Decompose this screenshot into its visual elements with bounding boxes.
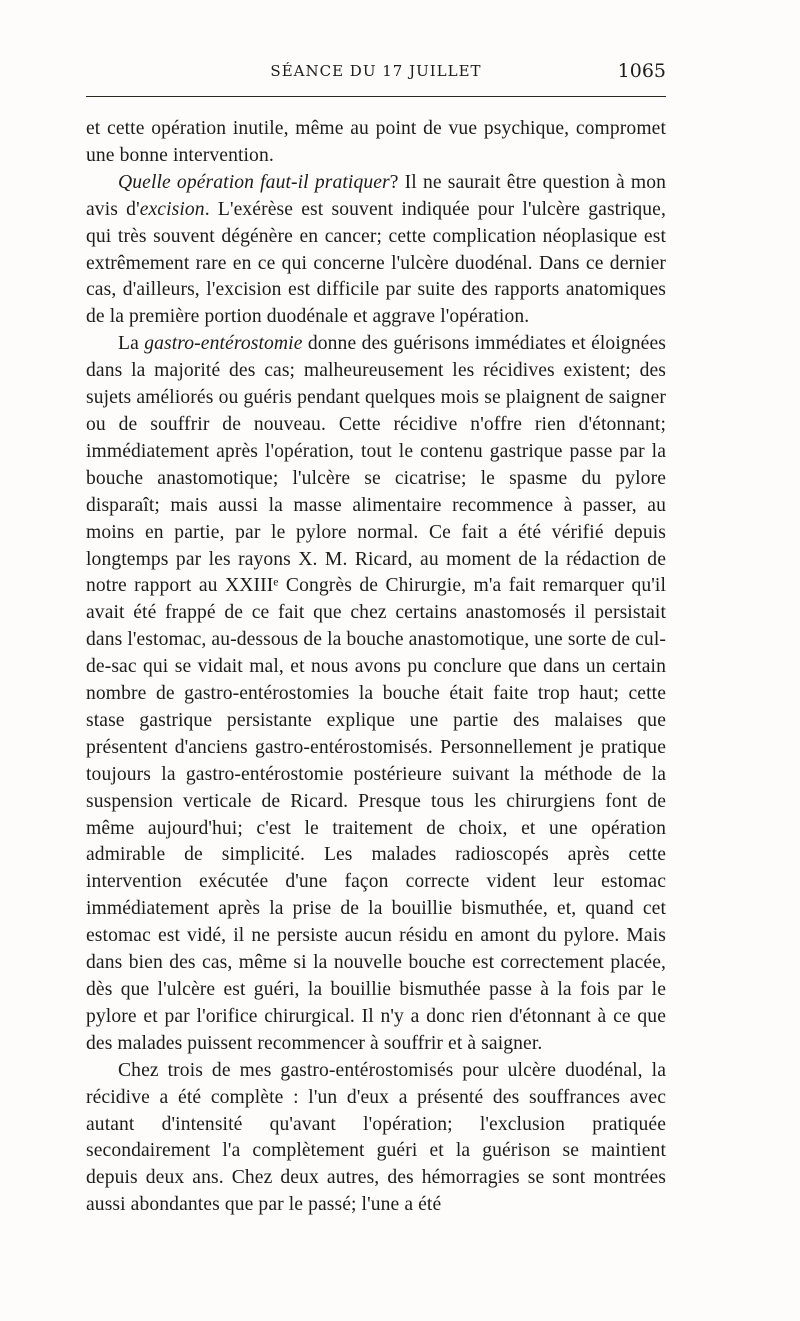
paragraph-3 [86, 331, 666, 1057]
paragraph-1-text: et cette opération inutile, même au point de vue psychique, compromet une bonne intervention. [86, 118, 666, 166]
paragraph-4 [86, 1058, 666, 1219]
running-title: SÉANCE DU 17 JUILLET [270, 62, 482, 80]
header-rule [86, 96, 666, 97]
paragraph-2-text-a: ? Il ne saurait être question à mon avis d' [86, 171, 666, 220]
paragraph-3-text-b: donne des guérisons immédiates et éloignées dans la majorité des cas; malheureusement les récidives existent; des sujets améliorés ou guéris pendant quelques mois se plaignent de saigner ou de souffrir de nouveau. Cette récidive n'offre rien d'étonnant; immédiatement après l'opération, tout le contenu gastrique passe par la bouche anastomotique; l'ulcère se cicatrise; le spasme du pylore disparaît; mais aussi la masse alimentaire recommence à passer, au moins en partie, par le pylore normal. Ce fait a été vérifié depuis longtemps par les rayons X. M. Ricard, au moment de la rédaction de notre rapport au XXIIIᵉ Congrès de Chirurgie, m'a fait remarquer qu'il avait été frappé de ce fait que chez certains anastomosés il persistait dans l'estomac, au-dessous de la bouche anastomotique, une sorte de cul-de-sac qui se vidait mal, et nous avons pu conclure que dans un certain nombre de gastro-entérostomies la bouche était faite trop haut; cette stase gastrique persistante explique une partie des malaises que présentent d'anciens gastro-entérostomisés. Personnellement je pratique toujours la gastro-entérostomie postérieure suivant la méthode de la suspension verticale de Ricard. Presque tous les chirurgiens font de même aujourd'hui; c'est le traitement de choix, et une opération admirable de simplicité. Les malades radioscopés après cette intervention exécutée d'une façon correcte vident leur estomac immédiatement après la prise de la bouillie bismuthée, et, quand cet estomac est vidé, il ne persiste aucun résidu en amont du pylore. Mais dans bien des cas, même si la nouvelle bouche est correctement placée, dès que l'ulcère est guéri, la bouillie bismuthée passe à la fois par le pylore et par l'orifice chirurgical. Il n'y a donc rien d'étonnant à ce que des malades puissent recommencer à souffrir et à saigner. [86, 333, 666, 1054]
paragraph-4-text: Chez trois de mes gastro-entérostomisés pour ulcère duodénal, la récidive a été complète : l'un d'eux a présenté des souffrances avec autant d'intensité qu'avant l'opération; l'exclusion pratiquée secondairement l'a complètement guéri et la guérison se maintient depuis deux ans. Chez deux autres, des hémorragies se sont montrées aussi abondantes que par le passé; l'une a été [86, 1059, 666, 1216]
paragraph-1 [86, 116, 666, 170]
page-number: 1065 [617, 60, 666, 82]
body-text [86, 116, 666, 1219]
excision-term: excision [139, 198, 205, 220]
paragraph-3-text-a: La [118, 333, 145, 355]
running-header [86, 56, 666, 88]
paragraph-2-text-b: . L'exérèse est souvent indiquée pour l'ulcère gastrique, qui très souvent dégénère en cancer; cette complication néoplasique est extrêmement rare en ce qui concerne l'ulcère duodénal. Dans ce dernier cas, d'ailleurs, l'excision est difficile par suite des rapports anatomiques de la première portion duodénale et aggrave l'opération. [86, 198, 666, 328]
paragraph-2 [86, 170, 666, 331]
question-phrase: Quelle opération faut-il pratiquer [118, 171, 390, 193]
gastro-enterostomie-term: gastro-entérostomie [144, 333, 303, 355]
